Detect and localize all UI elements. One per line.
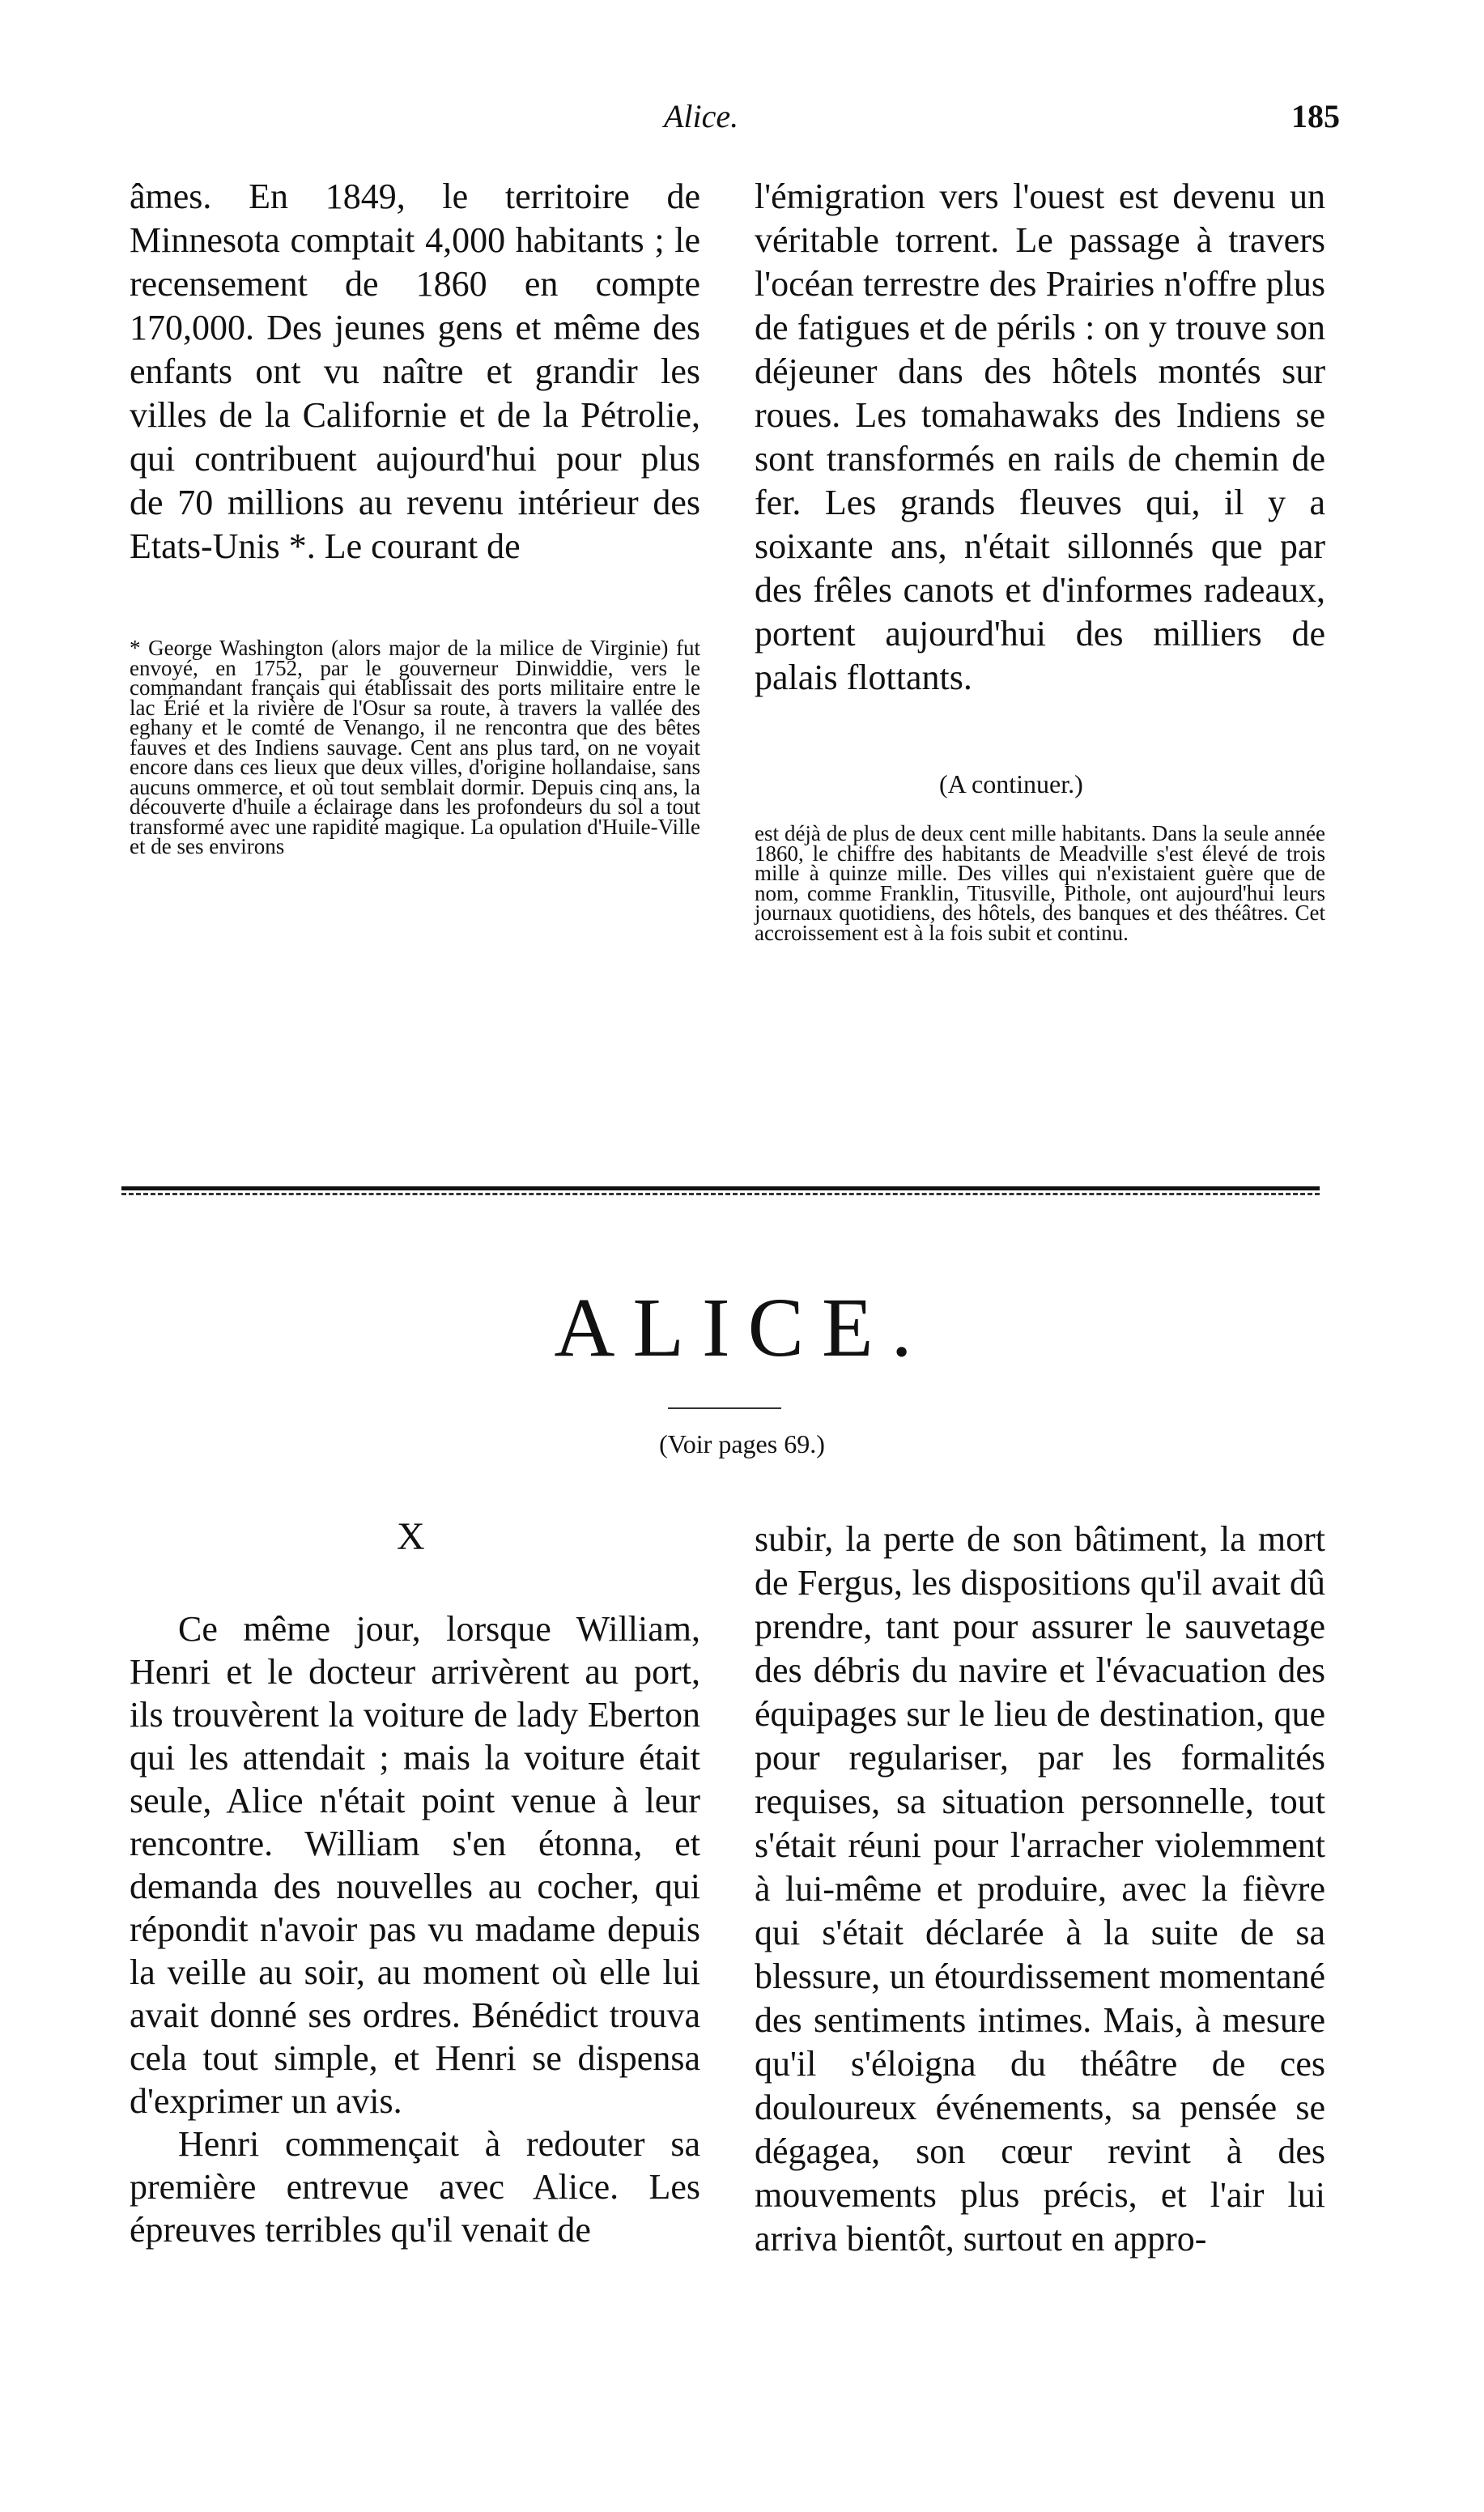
article-right-column	[755, 175, 1325, 700]
chapter-title: ALICE.	[554, 1281, 930, 1374]
running-head	[0, 97, 1484, 146]
chapter-paragraph-1: Ce même jour, lorsque William, Henri et le docteur arrivèrent au port, ils trouvèrent la voiture de lady Eberton qui les attendait ; mais la voiture était seule, Alice n'était point venue à leur rencontre. William s'en étonna, et demanda des nouvelles au cocher, qui répondit n'avoir pas vu madame depuis la veille au soir, au moment où elle lui avait donné ses ordres. Bénédict trouva cela tout simple, et Henri se dispensa d'exprimer un avis.	[130, 1609, 700, 2121]
running-title: Alice.	[664, 98, 739, 134]
chapter-number: X	[397, 1515, 425, 1558]
article-left-text: âmes. En 1849, le territoire de Minnesota comptait 4,000 habitants ; le recensement de 1860 en compte 170,000. Des jeunes gens et même des enfants ont vu naître et grandir les villes de la Californie et de la Pétrolie, qui contribuent aujourd'hui pour plus de 70 millions au revenu intérieur des Etats-Unis *. Le courant de	[130, 177, 700, 566]
title-rule	[668, 1407, 781, 1409]
chapter-right-text: subir, la perte de son bâtiment, la mort de Fergus, les dispositions qu'il avait dû prendre, tant pour assurer le sauvetage des débris du navire et l'évacuation des équipages sur le lieu de destination, que pour regulariser, par les formalités requises, sa situation personnelle, tout s'était réuni pour l'arracher violemment à lui-même et produire, avec la fièvre qui s'était déclarée à la suite de sa blessure, un étourdissement momentané des sentiments intimes. Mais, à mesure qu'il s'éloigna du théâtre de ces douloureux événements, sa pensée se dégagea, son cœur revint à des mouvements plus précis, et l'air lui arriva bientôt, surtout en appro-	[755, 1519, 1325, 2259]
footnote-left-column	[130, 638, 700, 857]
footnote-left-text: * George Washington (alors major de la milice de Virginie) fut envoyé, en 1752, par le gouverneur Dinwiddie, vers le commandant français qui établissait des ports militaire entre le lac Érié et la rivière de l'Osur sa route, à travers la vallée des eghany et le comté de Venango, il ne rencontra que des bêtes fauves et des Indiens sauvage. Cent ans plus tard, on ne voyait encore dans ces lieux que deux villes, d'origine hollandaise, sans aucuns ommerce, et où tout semblait dormir. Depuis cinq ans, la découverte d'huile a éclairage dans les profondeurs du sol a tout transformé avec une rapidité magique. La opulation d'Huile-Ville et de ses environs	[130, 636, 700, 858]
footnote-right-column	[755, 821, 1325, 945]
continue-note: (A continuer.)	[939, 769, 1083, 798]
footnote-right-text: est déjà de plus de deux cent mille habitants. Dans la seule année 1860, le chiffre des habitants de Meadville s'est élevé de trois mille à quinze mille. Des villes qui n'existaient guère que de nom, comme Franklin, Titusville, Pithole, ont aujourd'hui leurs journaux quotidiens, des hôtels, des banques et des théâtres. Cet accroissement est à la fois subit et continu.	[755, 821, 1325, 945]
chapter-left-column	[130, 1607, 700, 2251]
section-divider	[121, 1186, 1320, 1198]
chapter-right-column	[755, 1518, 1325, 2261]
article-left-column	[130, 175, 700, 568]
see-pages-note: (Voir pages 69.)	[659, 1429, 825, 1458]
article-right-text: l'émigration vers l'ouest est devenu un véritable torrent. Le passage à travers l'océan terrestre des Prairies n'offre plus de fatigues et de périls : on y trouve son déjeuner dans des hôtels montés sur roues. Les tomahawaks des Indiens se sont transformés en rails de chemin de fer. Les grands fleuves qui, il y a soixante ans, n'était sillonnés que par des frêles canots et d'informes radeaux, portent aujourd'hui des milliers de palais flottants.	[755, 177, 1325, 697]
page-number: 185	[1291, 98, 1340, 134]
chapter-paragraph-2: Henri commençait à redouter sa première entrevue avec Alice. Les épreuves terribles qu'il venait de	[130, 2124, 700, 2250]
